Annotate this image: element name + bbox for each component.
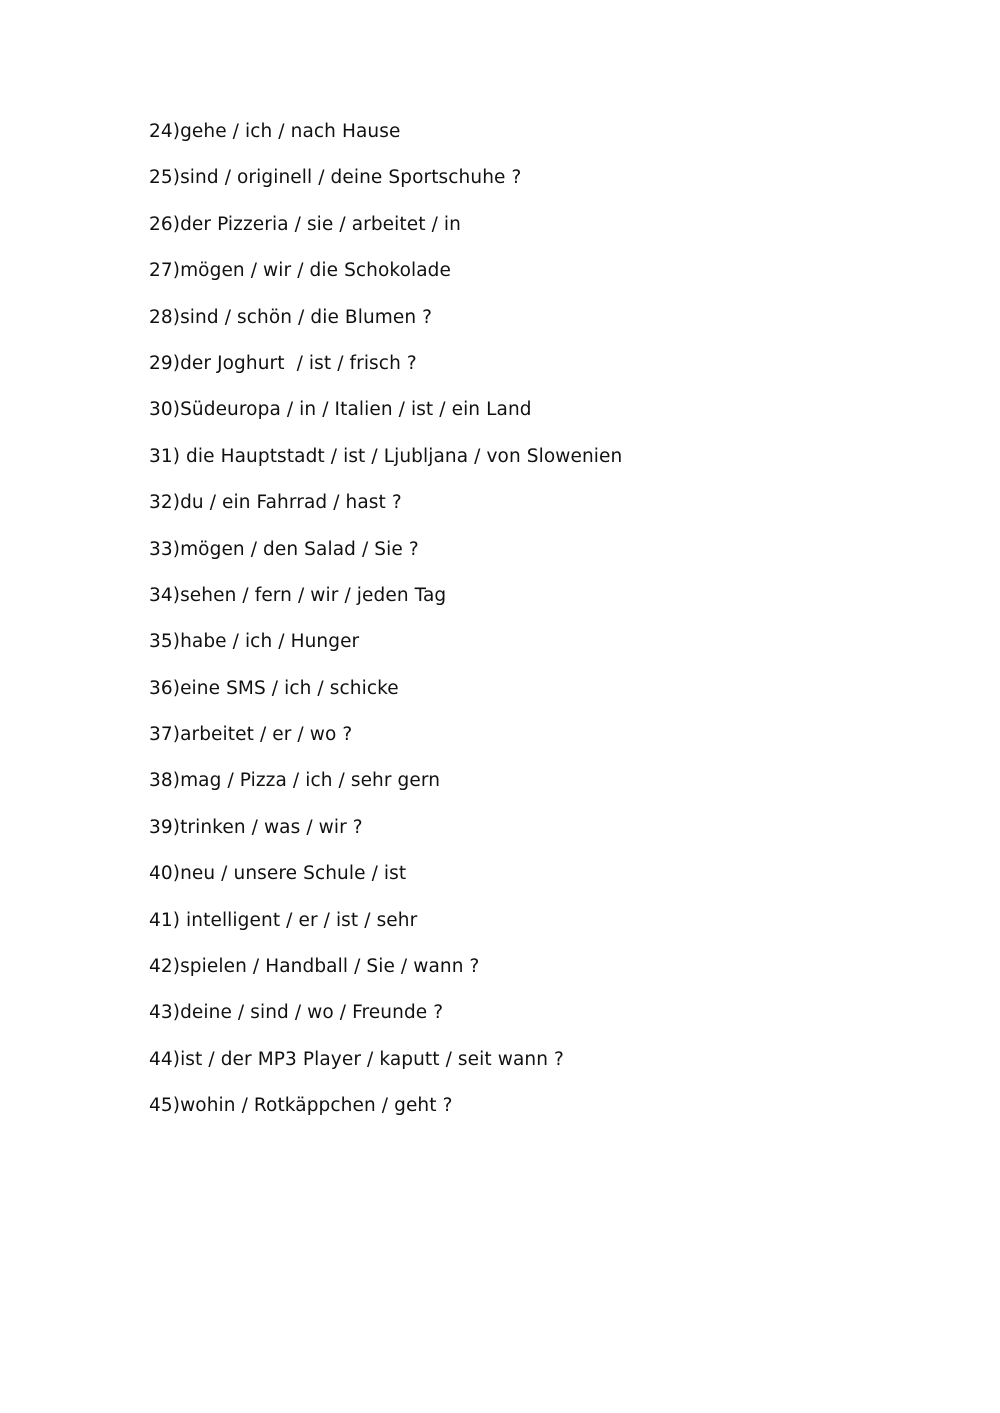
list-item <box>149 489 622 535</box>
list-item <box>149 814 622 860</box>
item-number: 37) <box>149 724 181 746</box>
list-item <box>149 721 622 767</box>
item-number: 42) <box>149 956 181 978</box>
list-item <box>149 443 622 489</box>
item-number: 44) <box>149 1048 181 1070</box>
list-item <box>149 675 622 721</box>
item-text: der Joghurt / ist / frisch ? <box>180 352 417 374</box>
item-number: 34) <box>149 584 181 606</box>
item-text: neu / unsere Schule / ist <box>180 863 407 885</box>
item-text: trinken / was / wir ? <box>180 816 363 838</box>
list-item <box>149 953 622 999</box>
item-text: die Hauptstadt / ist / Ljubljana / von Slowenien <box>180 445 623 467</box>
list-item <box>149 118 622 164</box>
item-text: intelligent / er / ist / sehr <box>180 909 418 931</box>
list-item <box>149 304 622 350</box>
item-number: 28) <box>149 306 181 328</box>
list-item <box>149 767 622 813</box>
item-number: 41) <box>149 909 181 931</box>
item-number: 26) <box>149 213 181 235</box>
item-number: 30) <box>149 399 181 421</box>
item-text: deine / sind / wo / Freunde ? <box>180 1002 444 1024</box>
list-item <box>149 350 622 396</box>
list-item <box>149 1092 622 1138</box>
item-text: wohin / Rotkäppchen / geht ? <box>180 1095 453 1117</box>
list-item <box>149 396 622 442</box>
item-text: ist / der MP3 Player / kaputt / seit wann ? <box>180 1048 564 1070</box>
list-item <box>149 907 622 953</box>
item-number: 27) <box>149 260 181 282</box>
item-text: mögen / den Salad / Sie ? <box>180 538 419 560</box>
list-item <box>149 211 622 257</box>
item-text: arbeitet / er / wo ? <box>180 724 353 746</box>
item-text: der Pizzeria / sie / arbeitet / in <box>180 213 461 235</box>
list-item <box>149 582 622 628</box>
item-number: 36) <box>149 677 181 699</box>
list-item <box>149 999 622 1045</box>
item-text: Südeuropa / in / Italien / ist / ein Land <box>180 399 532 421</box>
item-text: habe / ich / Hunger <box>180 631 360 653</box>
list-item <box>149 257 622 303</box>
item-number: 43) <box>149 1002 181 1024</box>
item-text: du / ein Fahrrad / hast ? <box>180 492 402 514</box>
list-item <box>149 536 622 582</box>
item-number: 38) <box>149 770 181 792</box>
item-number: 32) <box>149 492 181 514</box>
list-item <box>149 628 622 674</box>
item-number: 33) <box>149 538 181 560</box>
exercise-list <box>149 118 622 1139</box>
item-number: 29) <box>149 352 181 374</box>
item-text: sind / schön / die Blumen ? <box>180 306 433 328</box>
item-text: sind / originell / deine Sportschuhe ? <box>180 167 522 189</box>
item-text: mag / Pizza / ich / sehr gern <box>180 770 441 792</box>
item-text: eine SMS / ich / schicke <box>180 677 399 699</box>
list-item <box>149 164 622 210</box>
item-number: 39) <box>149 816 181 838</box>
item-number: 45) <box>149 1095 181 1117</box>
item-number: 25) <box>149 167 181 189</box>
item-number: 40) <box>149 863 181 885</box>
list-item <box>149 1046 622 1092</box>
item-number: 31) <box>149 445 181 467</box>
item-text: mögen / wir / die Schokolade <box>180 260 451 282</box>
item-text: gehe / ich / nach Hause <box>180 121 401 142</box>
item-text: sehen / fern / wir / jeden Tag <box>180 584 447 606</box>
list-item <box>149 860 622 906</box>
item-text: spielen / Handball / Sie / wann ? <box>180 956 480 978</box>
item-number: 24) <box>149 121 181 142</box>
item-number: 35) <box>149 631 181 653</box>
